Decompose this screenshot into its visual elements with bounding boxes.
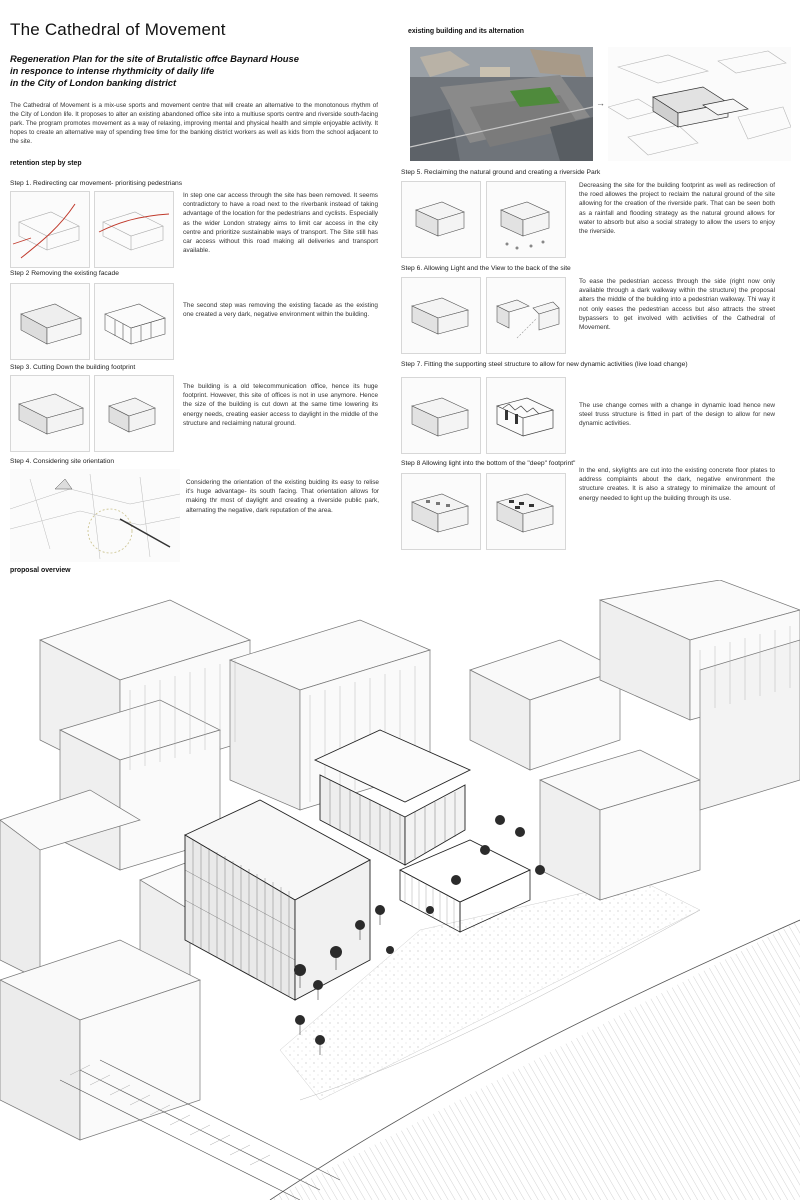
step-3-text: The building is a old telecommunication office, hence its huge footprint. However, this site of offices is not in use anymore. Hence the size of the building is cut down at the same time lowering its energy needs, creating easier access to daylight in the middle of the structure and reclaiming natural ground.	[183, 383, 378, 427]
step-8-heading: Step 8 Allowing light into the bottom of the "deep" footprint"	[401, 460, 576, 467]
step-5-text: Decreasing the site for the building footprint as well as redirection of the roed allowes the project to reclaim the natural ground of the site allowing for the creation of the riverside park. That can be seen both as a rainfall and flooding strategy as the natural ground allows for water to absorb but also a social strategy to allow the users to enjoy the riverside.	[579, 182, 775, 236]
step-2-diagram-b	[94, 283, 174, 360]
page-title: The Cathedral of Movement	[10, 20, 226, 39]
step-1-diagram-b	[94, 191, 174, 268]
step-8-diagram-b	[486, 473, 566, 550]
overview-heading: proposal overview	[10, 567, 71, 574]
existing-heading: existing building and its alternation	[408, 28, 525, 35]
step-2-text: The second step was removing the existing facade as the existing one created a very dark, negative environment within the building.	[183, 302, 378, 319]
step-6-heading: Step 6. Allowing Light and the View to the back of the site	[401, 265, 571, 272]
step-1-diagram-a	[10, 191, 90, 268]
step-1-heading: Step 1. Redirecting car movement- prioritising pedestrians	[10, 180, 183, 187]
step-3-diagram-a	[10, 375, 90, 452]
step-3-diagram-b	[94, 375, 174, 452]
step-6-diagram-b	[486, 277, 566, 354]
arrow-icon: →	[596, 98, 605, 108]
step-7-text: The use change comes with a change in dynamic load hence new steel truss structure is fitted in part of the design to allow for new dynamic activities.	[579, 402, 775, 428]
step-5-diagram-b	[486, 181, 566, 258]
step-6-diagram-a	[401, 277, 481, 354]
step-1-text: In step one car access through the site has been removed. It seems contradictory to have a road next to the riverbank instead of taking advantage of the location for the pedestrians and cyclists. Especially as the wider London strategy aims to limit car access in the city centre and prioritize sustainable ways of transport. The Site still has car access without this road making all deliveries and transport available.	[183, 192, 378, 255]
step-4-site-map	[10, 469, 180, 562]
step-7-diagram-b	[486, 377, 566, 454]
subtitle-line-1: Regeneration Plan for the site of Brutalistic offce Baynard House	[10, 53, 299, 64]
step-7-heading: Step 7. Fitting the supporting steel structure to allow for new dynamic activities (live load change)	[401, 361, 688, 368]
subtitle-line-2: in responce to intense rhythmicity of daily life	[10, 65, 215, 76]
existing-building-photo	[410, 47, 593, 161]
subtitle-line-3: in the City of London banking district	[10, 77, 177, 88]
step-4-heading: Step 4. Considering site orientation	[10, 458, 115, 465]
step-2-heading: Step 2 Removing the existing facade	[10, 270, 119, 277]
retention-heading: retention step by step	[10, 160, 82, 167]
step-7-diagram-a	[401, 377, 481, 454]
step-4-text: Considering the orientation of the existing buiding its easy to relise it's huge advantage- its south facing. That orientation allows for making thr most of daylight and creating a riverside public park, alternating the negative, dark reputation of the area.	[186, 479, 379, 514]
existing-alternation-diagram	[608, 47, 791, 161]
step-8-text: In the end, skylights are cut into the existing concrete floor plates to address complaints about the dark, negative environment the structure creates. It is also a strategy to minimalize the amount of energy needed to light up the building through its use.	[579, 467, 775, 502]
step-5-heading: Step 5. Reclaiming the natural ground and creating a riverside Park	[401, 169, 601, 176]
step-2-diagram-a	[10, 283, 90, 360]
subtitle	[10, 53, 390, 89]
proposal-overview-drawing	[0, 580, 800, 1200]
step-8-diagram-a	[401, 473, 481, 550]
step-3-heading: Step 3. Cutting Down the building footprint	[10, 364, 136, 371]
step-6-text: To ease the pedestrian access through the side (right now only available through a dark walkway within the structure) the proposal alters the middle of the building into a pedestrian walkway. Thi way it not only eases the pedestrian access but also attracts the street bypassers to get involved with activities of the Cathedral of Movement.	[579, 278, 775, 332]
step-5-diagram-a	[401, 181, 481, 258]
intro-paragraph: The Cathedral of Movement is a mix-use sports and movement centre that will create an alternative to the monotonous rhythm of the City of London life. It proposes to alter an existing abandoned office site into a multiuse sports centre and riverside south-facing park. The program promotes movement as a way of relaxing, improving mental and physical health and simple enjoyable activity. It hopes to create an alternative way of spending free time for the banking district workers as well as kids from the school adjacent to the site.	[10, 102, 378, 146]
